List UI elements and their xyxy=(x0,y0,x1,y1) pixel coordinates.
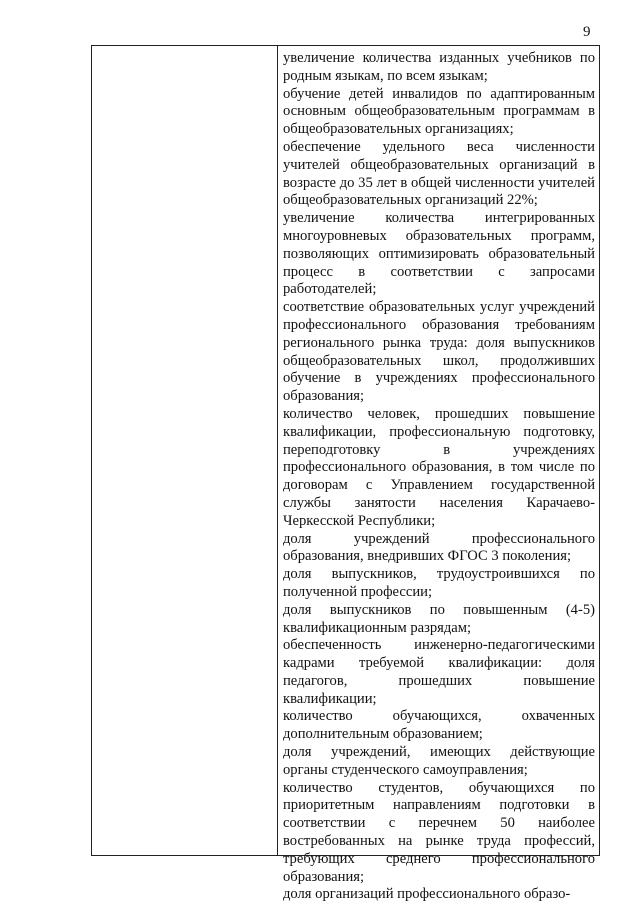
paragraph: доля выпускников, трудоустроившихся по полученной профессии; xyxy=(283,566,595,600)
paragraph: обеспечение удельного веса численности учителей общеобразовательных организаций в возрасте до 35 лет в общей численности учителей общеобразовательных организаций 22%; xyxy=(283,138,595,209)
table-right-cell xyxy=(278,46,599,903)
paragraph: количество обучающихся, охваченных дополнительным образованием; xyxy=(283,708,595,743)
paragraph: обеспеченность инженерно-педагогическими кадрами требуемой квалификации: доля педагогов, прошедших повышение квалификации; xyxy=(283,637,595,707)
paragraph: доля учреждений профессионального образования, внедривших ФГОС 3 поколения; xyxy=(283,530,595,565)
table-left-cell xyxy=(92,46,278,855)
paragraph: обучение детей инвалидов по адаптированным основным общеобразовательным программам в общеобразовательных организациях; xyxy=(283,85,595,138)
document-table xyxy=(91,45,600,903)
paragraph: количество человек, прошедших повышение квалификации, профессиональную подготовку, переподготовку в учреждениях профессионального образования, в том числе по договорам с Управлением государственной службы занятости населения Карачаево-Черкесской Республики; xyxy=(283,405,595,529)
paragraph: доля выпускников по повышенным (4-5) квалификационным разрядам; xyxy=(283,601,595,636)
paragraph: доля организаций профессионального образо- xyxy=(283,886,571,903)
paragraph: соответствие образовательных услуг учреждений профессионального образования требованиям регионального рынка труда: доля выпускников общеобразовательных школ, продолживших обучение в учреждениях профессионального образования; xyxy=(283,299,595,405)
paragraph: увеличение количества интегрированных многоуровневых образовательных программ, позволяющих оптимизировать образовательный процесс в соответствии с запросами работодателей; xyxy=(283,210,595,298)
paragraph: увеличение количества изданных учебников по родным языкам, по всем языкам; xyxy=(283,50,595,84)
paragraph: количество студентов, обучающихся по приоритетным направлениям подготовки в соответствии с перечнем 50 наиболее востребованных на рынке труда профессий, требующих среднего профессионального образования; xyxy=(283,779,595,885)
page-number: 9 xyxy=(583,24,591,40)
paragraph: доля учреждений, имеющих действующие органы студенческого самоуправления; xyxy=(283,744,595,778)
